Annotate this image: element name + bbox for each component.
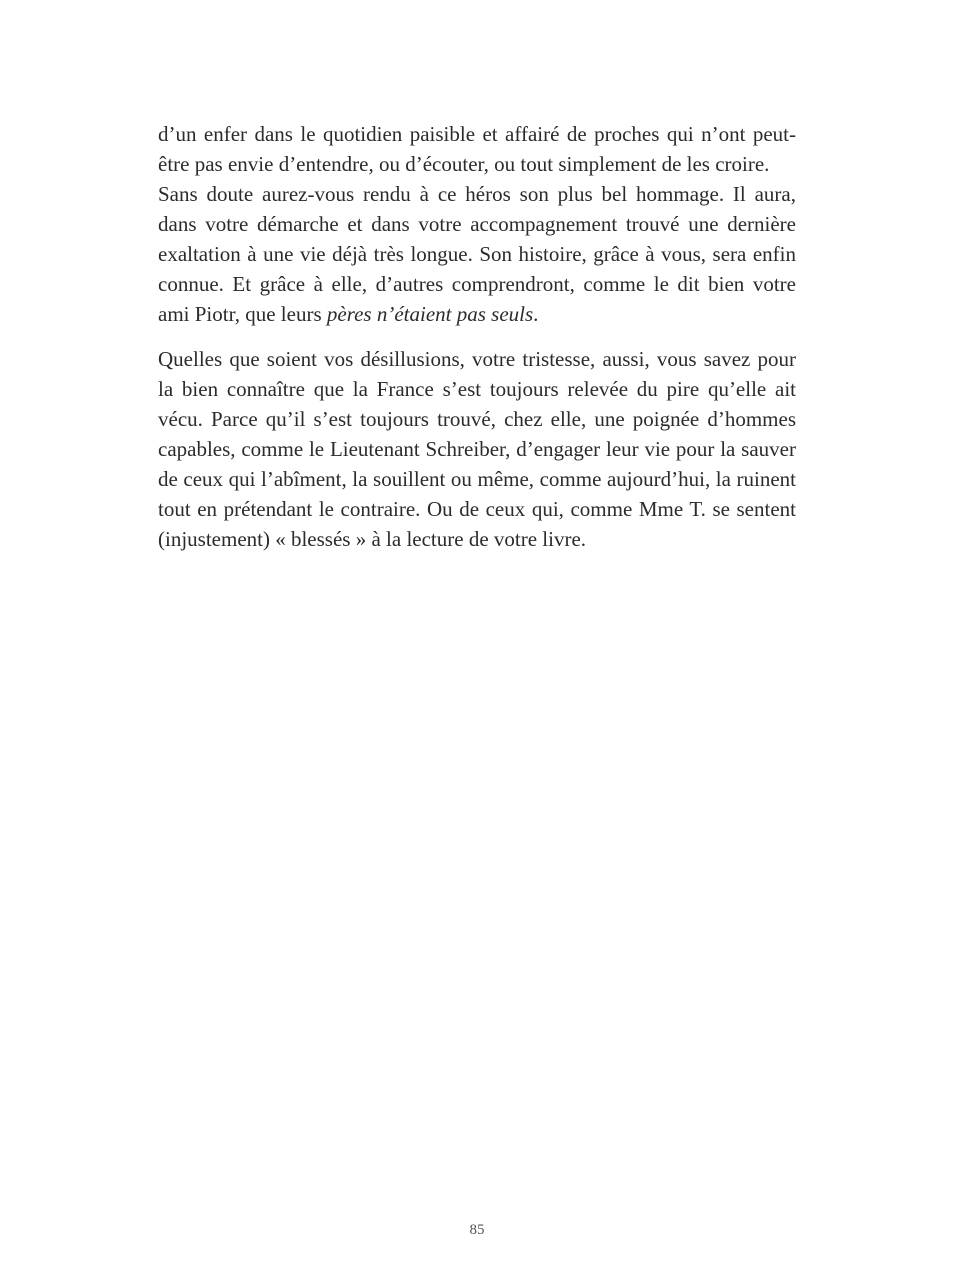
body-text — [158, 119, 796, 554]
paragraph-2-end: . — [533, 302, 539, 326]
paragraph-2-italic-quote: pères n’étaient pas seuls — [326, 302, 534, 326]
paragraph-2-text: Sans doute aurez-vous rendu à ce héros son plus bel hommage. Il aura, dans votre démarche et dans votre accompagnement trouvé une dernière exaltation à une vie déjà très longue. Son histoire, grâce à vous, sera enfin connue. Et grâce à elle, d’autres comprendront, comme le dit bien votre ami Piotr, que leurs — [158, 182, 796, 326]
paragraph-1 — [158, 119, 796, 179]
paragraph-2 — [158, 179, 796, 329]
paragraph-3-text: Quelles que soient vos désillusions, votre tristesse, aussi, vous savez pour la bien connaître que la France s’est toujours relevée du pire qu’elle ait vécu. Parce qu’il s’est toujours trouvé, chez elle, une poignée d’hommes capables, comme le Lieutenant Schreiber, d’engager leur vie pour la sauver de ceux qui l’abîment, la souillent ou même, comme aujourd’hui, la ruinent tout en prétendant le contraire. Ou de ceux qui, comme Mme T. se sentent (injustement) « blessés » à la lecture de votre livre. — [158, 347, 796, 551]
page-number: 85 — [469, 1222, 485, 1238]
paragraph-3 — [158, 344, 796, 554]
paragraph-1-text: d’un enfer dans le quotidien paisible et affairé de proches qui n’ont peut-être pas envie d’entendre, ou d’écouter, ou tout simplement de les croire. — [158, 122, 796, 176]
